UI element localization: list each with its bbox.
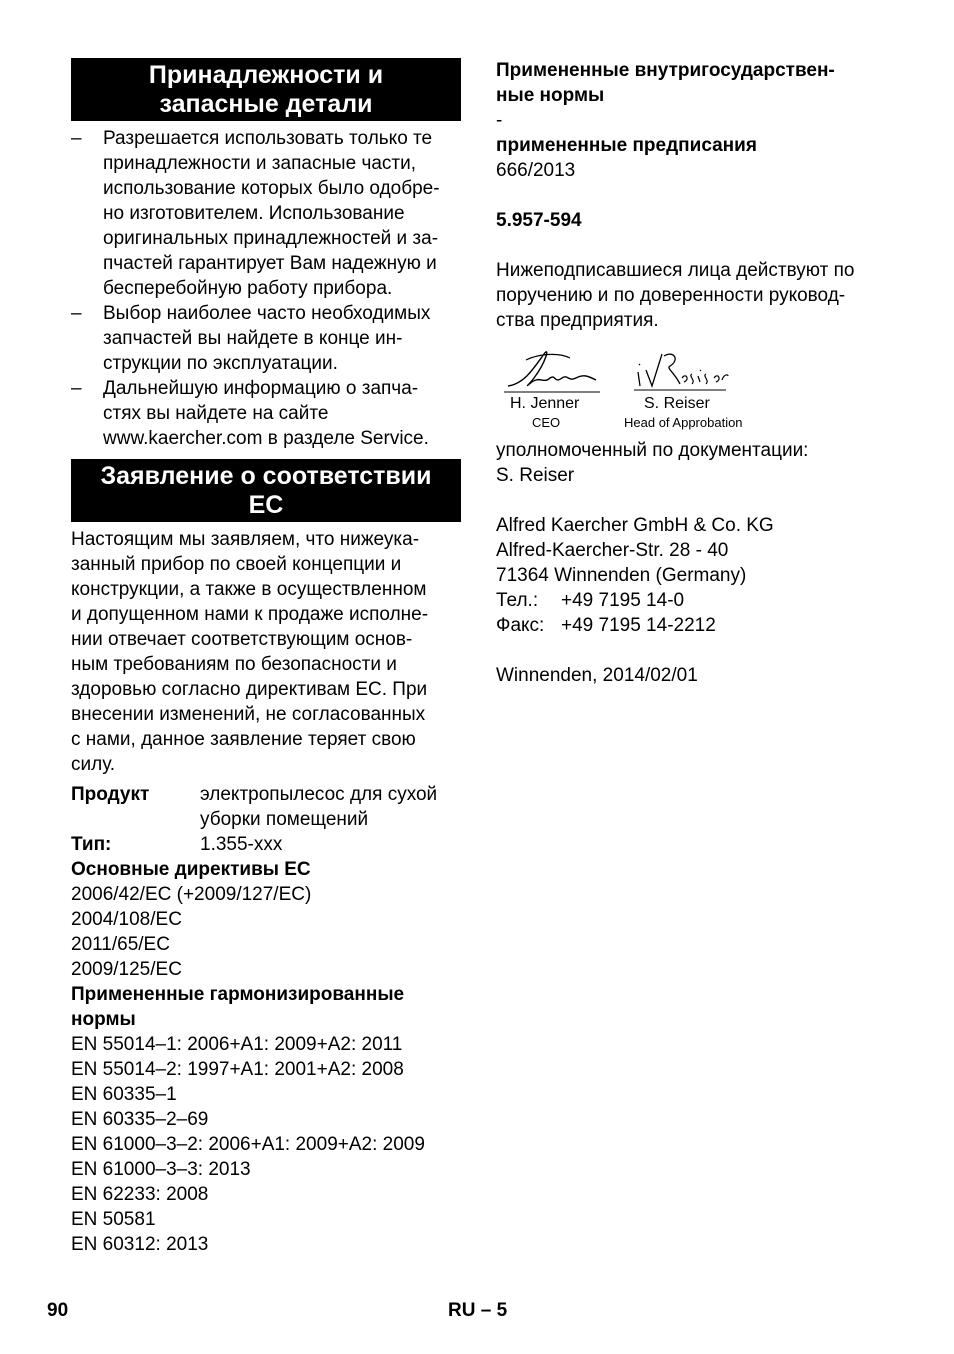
section-heading-declaration (71, 459, 461, 522)
type-label: Тип: (71, 834, 112, 855)
authorized-name: S. Reiser (496, 465, 575, 486)
directive-item: 2009/125/EC (71, 959, 182, 980)
company-city: 71364 Winnenden (Germany) (496, 565, 747, 586)
directive-item: 2011/65/EC (71, 934, 170, 955)
signer2-title: Head of Approbation (624, 415, 743, 430)
product-value: электропылесос для сухой уборки помещений (200, 784, 438, 830)
type-row (71, 832, 461, 857)
norm-item: EN 62233: 2008 (71, 1184, 209, 1205)
product-row (71, 782, 461, 832)
company-street: Alfred-Kaercher-Str. 28 - 40 (496, 540, 729, 561)
norm-item: EN 61000–3–3: 2013 (71, 1159, 251, 1180)
regulations-value: 666/2013 (496, 160, 576, 181)
national-norms-label: Примененные внутригосударствен- ные нормы (496, 60, 835, 106)
section-code: RU – 5 (448, 1300, 508, 1321)
phone-label: Тел.: (496, 590, 539, 611)
right-column (496, 58, 896, 688)
signature-block (496, 348, 896, 438)
norm-item: EN 55014–2: 1997+A1: 2001+A2: 2008 (71, 1059, 404, 1080)
left-column (71, 58, 461, 1257)
company-name: Alfred Kaercher GmbH & Co. KG (496, 515, 774, 536)
norm-item: EN 61000–3–2: 2006+A1: 2009+A2: 2009 (71, 1134, 425, 1155)
norm-item: EN 60335–1 (71, 1084, 177, 1105)
signer1-title: CEO (532, 415, 561, 430)
document-number: 5.957-594 (496, 210, 582, 231)
authorized-label: уполномоченный по документации: (496, 440, 809, 461)
phone-value: +49 7195 14-0 (561, 590, 685, 611)
section-heading-accessories (71, 58, 461, 121)
directives-label: Основные директивы ЕС (71, 859, 311, 880)
signer2-name: S. Reiser (644, 395, 710, 412)
list-item: – Дальнейшую информацию о запча- стях вы найдете на сайте www.kaercher.com в разделе Service. (71, 376, 461, 451)
heading-line: запасные детали (159, 90, 373, 118)
declaration-intro: Настоящим мы заявляем, что нижеука- занный прибор по своей концепции и конструкции, а также в осуществленном и допущенном нами к продаже исполне- нии отвечает соответствующим основ- ным требованиям по безопасности и здоровью согласно директивам ЕС. При внесении изменений, не согласованных с нами, данное заявление теряет свою силу. (71, 529, 429, 775)
signer1-name: H. Jenner (510, 395, 580, 412)
norm-item: EN 60335–2–69 (71, 1109, 209, 1130)
directive-item: 2004/108/EC (71, 909, 182, 930)
phone-row (496, 588, 896, 613)
fax-row (496, 613, 896, 638)
heading-line: Принадлежности и (148, 61, 384, 89)
regulations-label: примененные предписания (496, 135, 757, 156)
product-label: Продукт (71, 784, 150, 805)
signers-statement: Нижеподписавшиеся лица действуют по поручению и по доверенности руковод- ства предприятия. (496, 260, 855, 331)
list-item: – Разрешается использовать только те принадлежности и запасные части, использование которых было одобре- но изготовителем. Использование оригинальных принадлежностей и за- пчастей гарантирует Вам надежную и бесперебойную работу прибора. (71, 126, 461, 301)
signature-jenner-icon (504, 348, 604, 398)
directive-item: 2006/42/EC (+2009/127/EC) (71, 884, 312, 905)
fax-value: +49 7195 14-2212 (561, 615, 716, 636)
heading-line: ЕС (248, 491, 284, 519)
list-item: – Выбор наиболее часто необходимых запчастей вы найдете в конце ин- струкции по эксплуатации. (71, 301, 461, 376)
heading-line: Заявление о соответствии (100, 462, 432, 490)
national-norms-value: - (496, 110, 503, 131)
accessories-list (71, 126, 461, 451)
norm-item: EN 50581 (71, 1209, 156, 1230)
type-value: 1.355-xxx (200, 834, 283, 855)
place-date: Winnenden, 2014/02/01 (496, 665, 698, 686)
norms-list (71, 1032, 461, 1257)
directives-list (71, 882, 461, 982)
page-number: 90 (47, 1300, 69, 1321)
fax-label: Факс: (496, 615, 545, 636)
signature-reiser-icon (634, 350, 730, 394)
norms-label: Примененные гармонизированные нормы (71, 984, 405, 1030)
norm-item: EN 55014–1: 2006+A1: 2009+A2: 2011 (71, 1034, 403, 1055)
norm-item: EN 60312: 2013 (71, 1234, 209, 1255)
